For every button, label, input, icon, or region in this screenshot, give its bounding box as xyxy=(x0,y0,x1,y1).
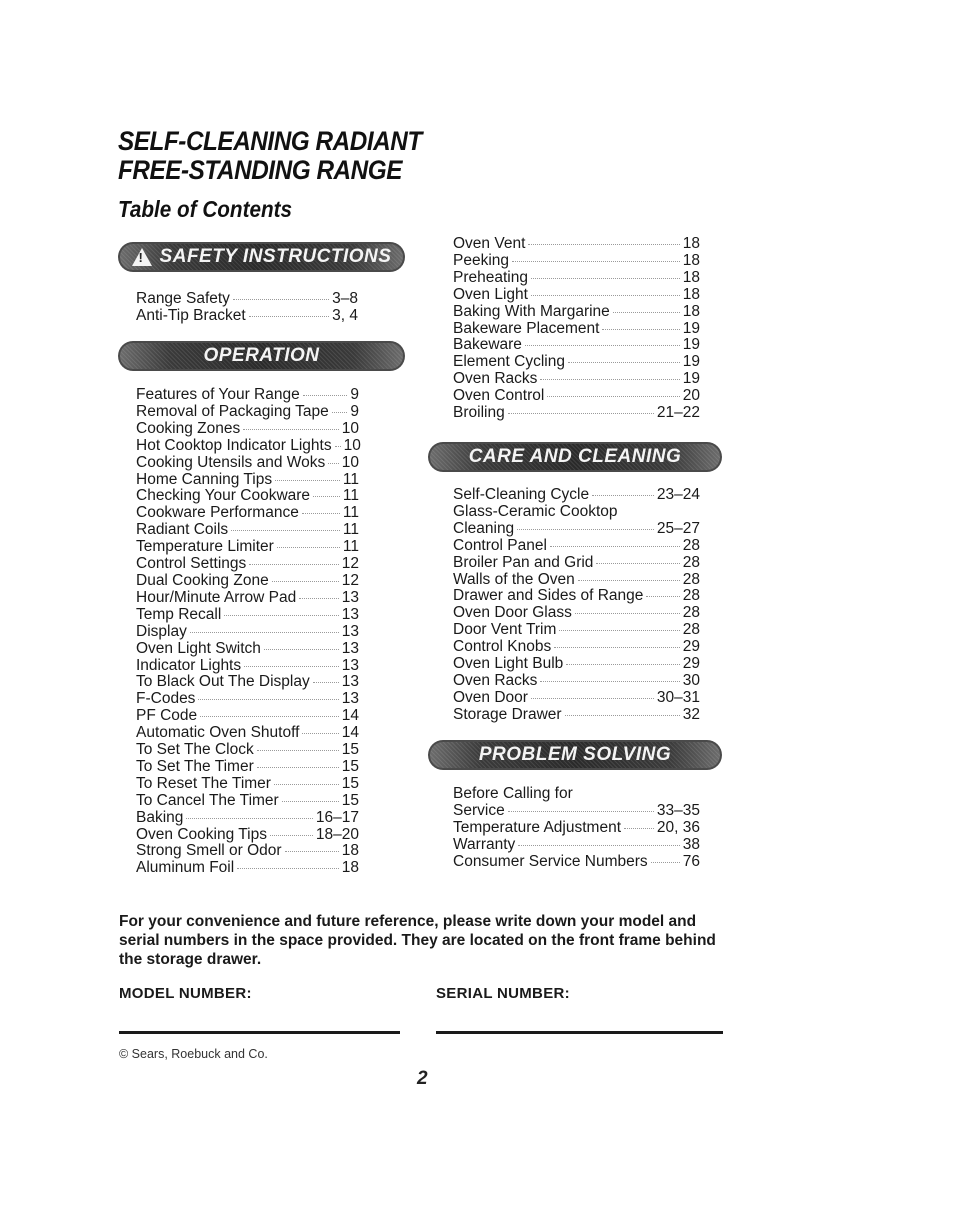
toc-entry-page: 13 xyxy=(341,588,359,606)
toc-entry-page: 15 xyxy=(341,774,359,792)
toc-heading: Table of Contents xyxy=(118,196,293,222)
toc-entry-label: Cooking Utensils and Woks xyxy=(136,453,326,471)
dot-leader xyxy=(332,412,348,413)
dot-leader xyxy=(270,835,313,836)
toc-entry-label: Oven Door Glass xyxy=(453,604,572,622)
dot-leader xyxy=(508,811,654,812)
toc-entry-label: Temperature Limiter xyxy=(136,538,274,556)
toc-entry-label: Consumer Service Numbers xyxy=(453,852,648,870)
dot-leader xyxy=(525,345,680,346)
toc-entry xyxy=(136,658,359,675)
toc-entry-label: Temperature Adjustment xyxy=(453,818,622,836)
toc-entry xyxy=(136,556,359,573)
dot-leader xyxy=(554,647,680,648)
toc-entry-label: Temp Recall xyxy=(136,605,222,623)
dot-leader xyxy=(272,581,339,582)
toc-entry-label: Home Canning Tips xyxy=(136,470,273,488)
toc-entry xyxy=(136,404,359,421)
toc-entry xyxy=(136,308,358,325)
dot-leader xyxy=(282,801,339,802)
toc-entry-page: 15 xyxy=(341,741,359,759)
toc-entry xyxy=(453,690,700,707)
model-number-line xyxy=(119,1031,400,1034)
toc-entry xyxy=(453,605,700,622)
toc-entry xyxy=(136,759,359,776)
toc-list-care-and-cleaning xyxy=(453,487,700,724)
toc-entry-page: 30–31 xyxy=(656,688,700,706)
toc-list-problem-solving xyxy=(453,786,700,871)
dot-leader xyxy=(335,446,341,447)
toc-entry-label: F-Codes xyxy=(136,690,196,708)
toc-entry-page: 9 xyxy=(350,386,359,403)
toc-entry-page: 28 xyxy=(682,604,700,622)
toc-entry-page: 28 xyxy=(682,621,700,639)
toc-entry xyxy=(453,487,700,504)
dot-leader xyxy=(566,664,679,665)
toc-entry-page: 15 xyxy=(341,757,359,775)
toc-entry-page: 29 xyxy=(682,655,700,673)
dot-leader xyxy=(596,563,679,564)
toc-entry-label: Display xyxy=(136,622,187,640)
dot-leader xyxy=(302,733,338,734)
toc-entry-page: 18 xyxy=(682,285,700,303)
toc-entry-page: 19 xyxy=(682,353,700,371)
dot-leader xyxy=(517,529,654,530)
toc-entry-label: Self-Cleaning Cycle xyxy=(453,486,590,503)
dot-leader xyxy=(540,379,679,380)
toc-entry-page: 30 xyxy=(682,671,700,689)
toc-entry-page: 28 xyxy=(682,536,700,554)
dot-leader xyxy=(313,496,340,497)
toc-entry xyxy=(136,607,359,624)
dot-leader xyxy=(565,715,680,716)
toc-entry-label: Bakeware Placement xyxy=(453,319,600,337)
toc-entry-page: 3, 4 xyxy=(332,306,358,324)
toc-entry xyxy=(136,421,359,438)
banner-operation xyxy=(118,341,405,371)
toc-entry-page: 28 xyxy=(682,570,700,588)
toc-entry-page: 14 xyxy=(341,707,359,725)
dot-leader xyxy=(313,682,339,683)
toc-entry xyxy=(453,803,700,820)
toc-entry xyxy=(136,291,358,308)
toc-entry-label: Broiler Pan and Grid xyxy=(453,553,594,571)
toc-entry-page: 18 xyxy=(682,251,700,269)
dot-leader xyxy=(243,429,338,430)
toc-entry-label: Oven Door xyxy=(453,688,528,706)
dot-leader xyxy=(575,613,680,614)
toc-entry xyxy=(453,656,700,673)
dot-leader xyxy=(299,598,339,599)
dot-leader xyxy=(257,750,339,751)
toc-entry-label: Before Calling for xyxy=(453,785,573,802)
toc-entry-label: Peeking xyxy=(453,251,510,269)
toc-entry-page: 28 xyxy=(682,587,700,605)
toc-entry-label: Hot Cooktop Indicator Lights xyxy=(136,436,332,454)
toc-entry xyxy=(136,742,359,759)
toc-entry xyxy=(453,707,700,724)
toc-entry-label: Oven Vent xyxy=(453,235,526,252)
toc-entry-label: Oven Light xyxy=(453,285,528,303)
dot-leader xyxy=(547,396,679,397)
toc-entry-label: Broiling xyxy=(453,404,505,422)
toc-entry-label: Control Settings xyxy=(136,555,247,573)
toc-entry-page: 15 xyxy=(341,791,359,809)
toc-entry xyxy=(136,843,359,860)
toc-entry-page: 12 xyxy=(341,571,359,589)
toc-entry-label: Automatic Oven Shutoff xyxy=(136,724,300,742)
toc-entry xyxy=(136,776,359,793)
toc-entry xyxy=(136,573,359,590)
toc-entry xyxy=(136,725,359,742)
toc-entry xyxy=(453,588,700,605)
toc-entry-page: 18 xyxy=(341,842,359,860)
toc-entry xyxy=(136,708,359,725)
toc-entry-page: 9 xyxy=(350,402,359,420)
model-number-label: MODEL NUMBER: xyxy=(119,985,252,1002)
toc-entry xyxy=(453,639,700,656)
banner-care-and-cleaning xyxy=(428,442,722,472)
toc-entry xyxy=(453,337,700,354)
dot-leader xyxy=(275,480,340,481)
dot-leader xyxy=(613,312,680,313)
toc-entry xyxy=(136,674,359,691)
toc-entry-label: Walls of the Oven xyxy=(453,570,575,588)
toc-entry-label: Oven Racks xyxy=(453,370,538,388)
dot-leader xyxy=(550,546,680,547)
toc-entry xyxy=(136,624,359,641)
dot-leader xyxy=(328,463,339,464)
toc-list-safety xyxy=(136,291,358,325)
document-title xyxy=(118,127,422,185)
toc-entry-page: 21–22 xyxy=(656,404,700,422)
toc-entry xyxy=(136,522,359,539)
dot-leader xyxy=(302,513,340,514)
toc-entry-label: To Set The Timer xyxy=(136,757,254,775)
toc-entry-page: 76 xyxy=(682,852,700,870)
dot-leader xyxy=(531,278,680,279)
toc-list-operation-continued xyxy=(453,236,700,422)
toc-entry-label: Removal of Packaging Tape xyxy=(136,402,329,420)
dot-leader xyxy=(198,699,338,700)
serial-number-label: SERIAL NUMBER: xyxy=(436,985,570,1002)
toc-entry-page: 14 xyxy=(341,724,359,742)
toc-entry-page: 3–8 xyxy=(332,290,358,307)
toc-entry-label: PF Code xyxy=(136,707,198,725)
title-line-1: SELF-CLEANING RADIANT xyxy=(118,126,422,156)
toc-entry xyxy=(136,827,359,844)
toc-entry-label: To Reset The Timer xyxy=(136,774,271,792)
toc-entry-label: To Black Out The Display xyxy=(136,673,310,691)
toc-entry-label: Baking With Margarine xyxy=(453,302,610,320)
toc-entry-label: Aluminum Foil xyxy=(136,859,235,877)
toc-entry xyxy=(453,354,700,371)
dot-leader xyxy=(646,596,679,597)
toc-entry xyxy=(453,253,700,270)
dot-leader xyxy=(512,261,680,262)
toc-entry-label: Oven Control xyxy=(453,387,545,405)
dot-leader xyxy=(559,630,679,631)
toc-entry-label: Range Safety xyxy=(136,290,230,307)
warning-triangle-icon xyxy=(132,248,152,266)
toc-entry-label: Strong Smell or Odor xyxy=(136,842,282,860)
toc-entry-label: Door Vent Trim xyxy=(453,621,557,639)
dot-leader xyxy=(249,564,338,565)
dot-leader xyxy=(531,295,680,296)
toc-entry xyxy=(136,810,359,827)
toc-entry-page: 19 xyxy=(682,370,700,388)
toc-entry xyxy=(136,641,359,658)
toc-entry-label: Checking Your Cookware xyxy=(136,487,311,505)
toc-entry xyxy=(136,387,359,404)
dot-leader xyxy=(264,649,339,650)
toc-entry-label: Drawer and Sides of Range xyxy=(453,587,644,605)
toc-entry-page: 28 xyxy=(682,553,700,571)
toc-entry xyxy=(136,691,359,708)
toc-entry-page: 10 xyxy=(341,419,359,437)
toc-entry-label: Hour/Minute Arrow Pad xyxy=(136,588,297,606)
toc-entry-page: 10 xyxy=(343,436,361,454)
toc-entry xyxy=(136,438,359,455)
dot-leader xyxy=(224,615,338,616)
page-number: 2 xyxy=(417,1068,428,1089)
dot-leader xyxy=(531,698,654,699)
serial-number-line xyxy=(436,1031,723,1034)
toc-entry-page: 10 xyxy=(341,453,359,471)
toc-entry-label: Radiant Coils xyxy=(136,521,229,539)
toc-entry xyxy=(136,539,359,556)
toc-entry-page: 38 xyxy=(682,835,700,853)
dot-leader xyxy=(277,547,340,548)
toc-entry-page: 13 xyxy=(341,622,359,640)
toc-entry-page: 11 xyxy=(342,470,359,488)
toc-entry-page: 12 xyxy=(341,555,359,573)
toc-entry-label: Cookware Performance xyxy=(136,504,299,522)
toc-entry xyxy=(453,287,700,304)
toc-entry-page: 18 xyxy=(682,235,700,252)
toc-entry-label: Oven Light Switch xyxy=(136,639,261,657)
toc-entry-label: Element Cycling xyxy=(453,353,565,371)
copyright: © Sears, Roebuck and Co. xyxy=(119,1047,268,1061)
toc-entry xyxy=(453,673,700,690)
toc-entry-page: 19 xyxy=(682,336,700,354)
toc-entry-label: To Cancel The Timer xyxy=(136,791,279,809)
banner-label: CARE AND CLEANING xyxy=(468,446,682,467)
dot-leader xyxy=(285,851,339,852)
toc-entry-label: Anti-Tip Bracket xyxy=(136,306,246,324)
toc-entry xyxy=(453,786,700,803)
toc-entry xyxy=(136,472,359,489)
toc-entry-label: Preheating xyxy=(453,268,528,286)
registration-note: For your convenience and future reference, please write down your model and serial numbers in the space provided. They are located on the front frame behind the storage drawer. xyxy=(119,913,716,968)
toc-entry xyxy=(453,321,700,338)
toc-entry-page: 25–27 xyxy=(656,519,700,537)
toc-entry-page: 18 xyxy=(341,859,359,877)
toc-entry-page: 32 xyxy=(682,705,700,723)
dot-leader xyxy=(540,681,679,682)
toc-entry-label: Oven Light Bulb xyxy=(453,655,564,673)
toc-entry-page: 11 xyxy=(342,521,359,539)
toc-entry xyxy=(453,504,700,521)
toc-entry-page: 13 xyxy=(341,673,359,691)
toc-entry-label: Cleaning xyxy=(453,519,515,537)
toc-entry xyxy=(136,505,359,522)
toc-entry xyxy=(453,820,700,837)
toc-entry-page: 20 xyxy=(682,387,700,405)
dot-leader xyxy=(651,862,680,863)
toc-entry-page: 18 xyxy=(682,302,700,320)
toc-entry xyxy=(453,572,700,589)
dot-leader xyxy=(528,244,679,245)
dot-leader xyxy=(249,316,329,317)
toc-entry xyxy=(453,854,700,871)
toc-entry-label: Indicator Lights xyxy=(136,656,242,674)
dot-leader xyxy=(508,413,654,414)
banner-label: OPERATION xyxy=(203,345,320,366)
dot-leader xyxy=(578,580,680,581)
toc-entry-page: 29 xyxy=(682,638,700,656)
toc-entry xyxy=(136,590,359,607)
toc-entry-label: Storage Drawer xyxy=(453,705,562,723)
toc-entry xyxy=(136,860,359,877)
toc-entry-label: Control Panel xyxy=(453,536,547,554)
dot-leader xyxy=(186,818,312,819)
toc-entry xyxy=(136,488,359,505)
toc-entry-label: Oven Cooking Tips xyxy=(136,825,267,843)
toc-entry-label: Warranty xyxy=(453,835,516,853)
toc-entry xyxy=(453,538,700,555)
toc-entry-page: 11 xyxy=(342,487,359,505)
toc-entry-page: 13 xyxy=(341,605,359,623)
dot-leader xyxy=(231,530,340,531)
dot-leader xyxy=(518,845,679,846)
dot-leader xyxy=(200,716,339,717)
dot-leader xyxy=(233,299,329,300)
toc-entry-label: Cooking Zones xyxy=(136,419,241,437)
banner-label: SAFETY INSTRUCTIONS xyxy=(159,246,392,267)
dot-leader xyxy=(237,868,339,869)
toc-entry-page: 33–35 xyxy=(656,801,700,819)
toc-entry xyxy=(453,236,700,253)
toc-entry xyxy=(453,555,700,572)
toc-entry-label: Oven Racks xyxy=(453,671,538,689)
toc-entry-label: Bakeware xyxy=(453,336,522,354)
toc-list-operation xyxy=(136,387,359,877)
dot-leader xyxy=(274,784,339,785)
dot-leader xyxy=(303,395,348,396)
dot-leader xyxy=(244,666,339,667)
toc-entry xyxy=(453,405,700,422)
banner-problem-solving xyxy=(428,740,722,770)
title-line-2: FREE-STANDING RANGE xyxy=(118,155,402,185)
toc-entry xyxy=(453,304,700,321)
toc-entry-page: 11 xyxy=(342,504,359,522)
toc-entry-label: Service xyxy=(453,801,505,819)
toc-entry-page: 13 xyxy=(341,639,359,657)
dot-leader xyxy=(568,362,680,363)
toc-entry-page: 13 xyxy=(341,690,359,708)
toc-entry xyxy=(453,622,700,639)
toc-entry-page: 18–20 xyxy=(315,825,359,843)
dot-leader xyxy=(624,828,654,829)
toc-entry xyxy=(136,455,359,472)
toc-entry-label: Glass-Ceramic Cooktop xyxy=(453,502,618,520)
toc-entry-label: Dual Cooking Zone xyxy=(136,571,269,589)
toc-entry-page: 16–17 xyxy=(315,808,359,826)
toc-entry-page: 11 xyxy=(342,538,359,556)
toc-entry xyxy=(136,793,359,810)
toc-entry-page: 20, 36 xyxy=(656,818,700,836)
toc-entry-label: To Set The Clock xyxy=(136,741,254,759)
banner-safety-instructions xyxy=(118,242,405,272)
toc-entry-page: 23–24 xyxy=(656,486,700,503)
toc-entry-page: 18 xyxy=(682,268,700,286)
dot-leader xyxy=(602,329,679,330)
toc-entry xyxy=(453,270,700,287)
dot-leader xyxy=(257,767,339,768)
toc-entry xyxy=(453,371,700,388)
toc-entry-page: 19 xyxy=(682,319,700,337)
toc-entry-label: Baking xyxy=(136,808,184,826)
dot-leader xyxy=(592,495,654,496)
toc-entry xyxy=(453,521,700,538)
toc-entry-label: Control Knobs xyxy=(453,638,552,656)
dot-leader xyxy=(190,632,339,633)
banner-label: PROBLEM SOLVING xyxy=(478,744,672,765)
toc-entry xyxy=(453,388,700,405)
toc-entry xyxy=(453,837,700,854)
toc-entry-label: Features of Your Range xyxy=(136,386,300,403)
toc-entry-page: 13 xyxy=(341,656,359,674)
